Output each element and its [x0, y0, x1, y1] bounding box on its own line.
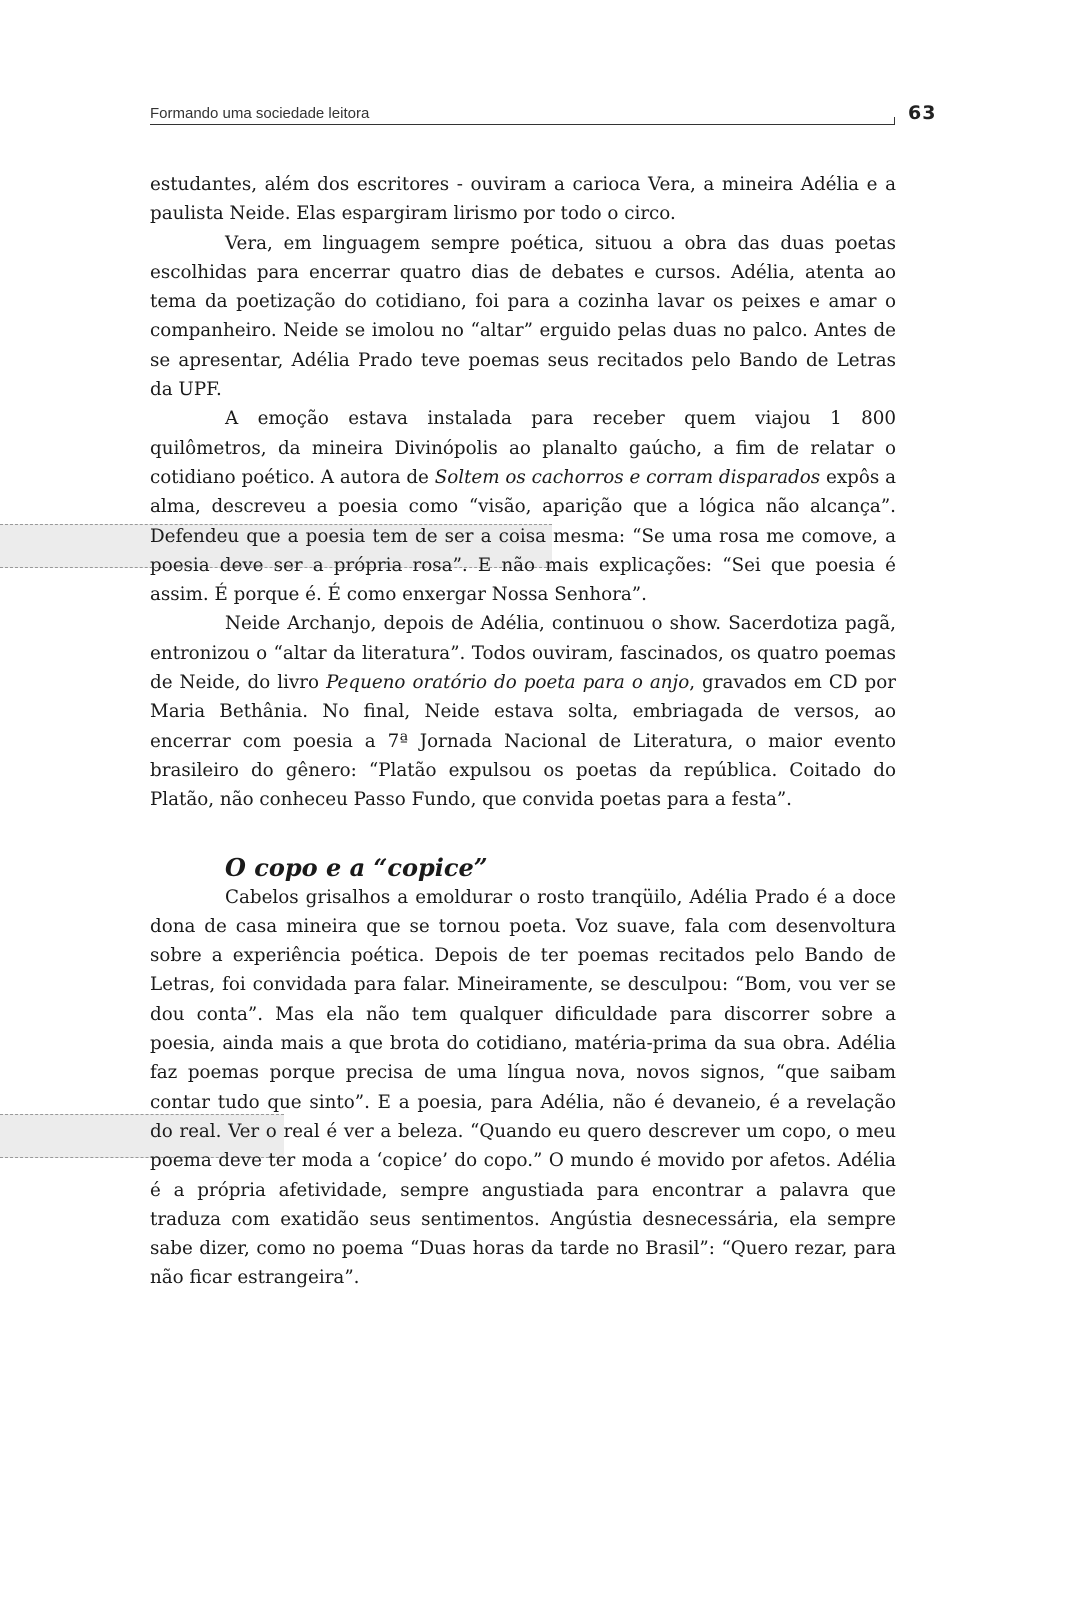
page-header [150, 100, 945, 130]
header-rule-tick [894, 117, 895, 125]
page-number: 63 [908, 102, 937, 124]
header-rule [150, 124, 894, 125]
paragraph: Cabelos grisalhos a emoldurar o rosto tranqüilo, Adélia Prado é a doce dona de casa mineira que se tornou poeta. Voz suave, fala com desenvoltura sobre a experiência poética. Depois de ter poemas recitados pelo Bando de Letras, foi convidada para falar. Mineiramente, se desculpou: “Bom, vou ver se dou conta”. Mas ela não tem qualquer dificuldade para discorrer sobre a poesia, ainda mais a que brota do cotidiano, matéria-prima da sua obra. Adélia faz poemas porque precisa de uma língua nova, novos signos, “que saibam contar tudo que sinto”. E a poesia, para Adélia, não é devaneio, é a revelação do real. Ver o real é ver a beleza. “Quando eu quero descrever um copo, o meu poema deve ter moda a ‘copice’ do copo.” O mundo é movido por afetos. Adélia é a própria afetividade, sempre angustiada para encontrar a palavra que traduza com exatidão seus sentimentos. Angústia desnecessária, ela sempre sabe dizer, como no poema “Duas horas da tarde no Brasil”: “Quero rezar, para não ficar estrangeira”. [150, 886, 896, 1289]
book-title: Soltem os cachorros e corram disparados [434, 466, 821, 488]
paragraph [150, 404, 896, 609]
body-text [150, 170, 896, 1293]
paragraph: Vera, em linguagem sempre poética, situou a obra das duas poetas escolhidas para encerrar quatro dias de debates e cursos. Adélia, atenta ao tema da poetização do cotidiano, foi para a cozinha lavar os peixes e amar o companheiro. Neide se imolou no “altar” erguido pelas duas no palco. Antes de se apresentar, Adélia Prado teve poemas seus recitados pelo Bando de Letras da UPF. [150, 232, 896, 401]
paragraph-text: , gravados em CD por Maria Bethânia. No final, Neide estava solta, embriagada de versos, ao encerrar com poesia a 7ª Jornada Nacional de Literatura, o maior evento brasileiro do gênero: “Platão expulsou os poetas da república. Coitado do Platão, não conheceu Passo Fundo, que convida poetas para a festa”. [150, 672, 896, 811]
running-title: Formando uma sociedade leitora [150, 105, 370, 122]
book-title: Pequeno oratório do poeta para o anjo [326, 672, 690, 694]
paragraph-text: Neide Archanjo, depois de Adélia, continuou o show. Sacerdotiza pagã, entronizou o “altar da literatura”. Todos ouviram, fascinados, os quatro poemas de Neide, do livro [150, 613, 896, 694]
paragraph [150, 609, 896, 814]
section-heading: O copo e a “copice” [225, 852, 488, 882]
paragraph-text: A emoção estava instalada para receber quem viajou 1 800 quilômetros, da mineira Divinópolis ao planalto gaúcho, a fim de relatar o cotidiano poético. A autora de [150, 408, 896, 488]
paragraph: estudantes, além dos escritores - ouviram a carioca Vera, a mineira Adélia e a paulista Neide. Elas espargiram lirismo por todo o circo. [150, 174, 896, 225]
paragraph-text: expôs a alma, descreveu a poesia como “visão, aparição que a lógica não alcança”. Defendeu que a poesia tem de ser a coisa mesma: “Se uma rosa me comove, a poesia deve ser a própria rosa”. E não mais explicações: “Sei que poesia é assim. É porque é. É como enxergar Nossa Senhora”. [150, 466, 896, 606]
